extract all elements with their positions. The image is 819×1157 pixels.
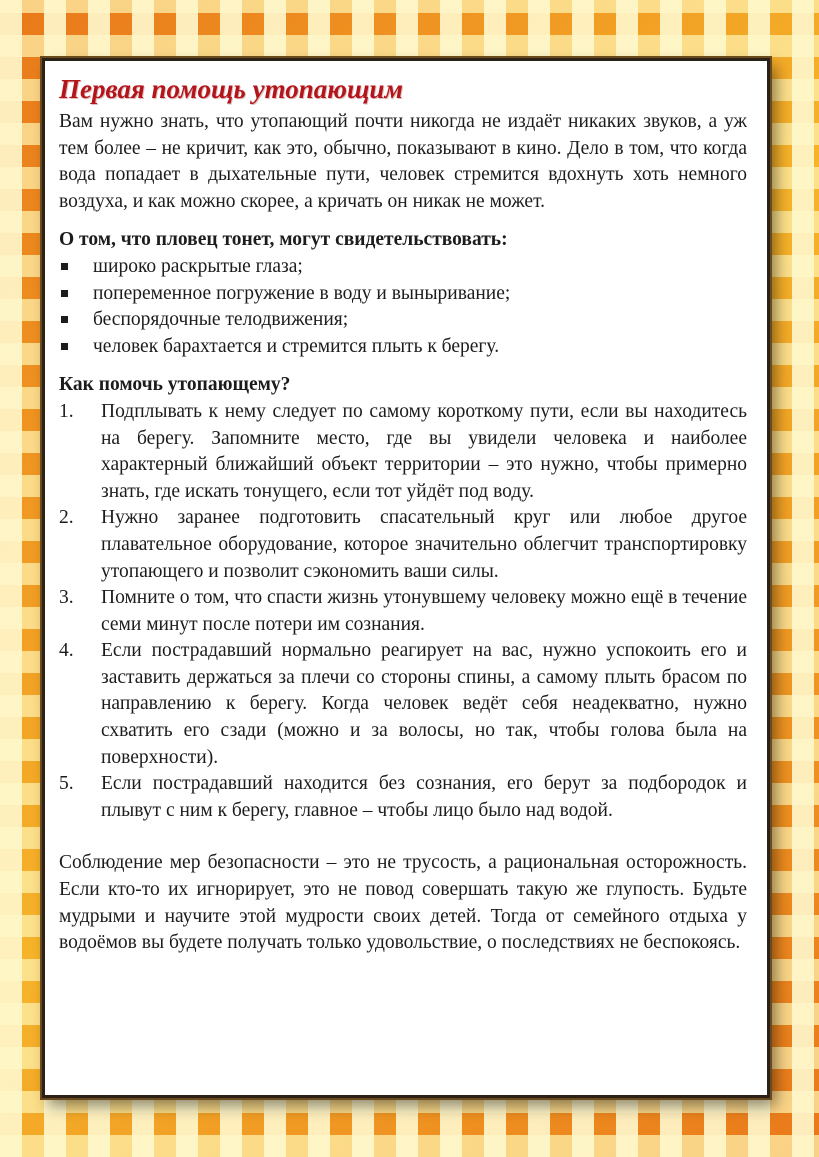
list-item-text: попеременное погружение в воду и выныривание; [93,282,511,304]
list-item [59,771,747,824]
list-item [59,399,747,505]
list-item [59,505,747,585]
list-item [59,638,747,771]
step-number: 3. [59,587,74,609]
list-item [59,254,747,281]
intro-paragraph: Вам нужно знать, что утопающий почти никогда не издаёт никаких звуков, а уж тем более – не кричит, как это, обычно, показывают в кино. Дело в том, что когда вода попадает в дыхательные пути, человек стремится вдохнуть хоть немного воздуха, и как можно скорее, а кричать он никак не может. [59,111,747,212]
step-text: Если пострадавший нормально реагирует на вас, нужно успокоить его и заставить держаться за плечи со стороны спины, а самому плыть брасом по направлению к берегу. Когда человек ведёт себя неадекватно, нужно схватить его сзади (можно и за волосы, но так, чтобы голова была на поверхности). [101,640,747,768]
help-steps-list [59,399,747,825]
list-item [59,585,747,638]
step-text: Нужно заранее подготовить спасательный круг или любое другое плавательное оборудование, которое значительно облегчит транспортировку утопающего и позволит сэкономить ваши силы. [101,507,747,582]
list-item-text: широко раскрытые глаза; [93,255,303,277]
step-number: 2. [59,507,74,529]
signs-heading: О том, что пловец тонет, могут свидетельствовать: [59,229,508,251]
step-number: 4. [59,640,74,662]
step-text: Если пострадавший находится без сознания, его берут за подбородок и плывут с ним к берегу, главное – чтобы лицо было над водой. [101,773,747,821]
page-title: Первая помощь утопающим [59,74,403,104]
bullet-square-icon [61,263,68,270]
step-text: Помните о том, что спасти жизнь утонувшему человеку можно ещё в течение семи минут после потери им сознания. [101,587,747,635]
step-number: 1. [59,400,74,422]
list-item-text: беспорядочные телодвижения; [93,309,349,331]
step-number: 5. [59,773,74,795]
step-text: Подплывать к нему следует по самому короткому пути, если вы находитесь на берегу. Запомните место, где вы увидели человека и наиболее характерный ближайший объект территории – это нужно, чтобы примерно знать, где искать тонущего, если тот уйдёт под воду. [101,400,747,502]
document-frame [42,58,770,1098]
list-item [59,334,747,361]
document-content [59,73,747,957]
list-item [59,307,747,334]
list-item-text: человек барахтается и стремится плыть к берегу. [93,335,500,357]
signs-list [59,254,747,360]
help-heading: Как помочь утопающему? [59,374,291,396]
closing-paragraph: Соблюдение мер безопасности – это не трусость, а рациональная осторожность. Если кто-то их игнорирует, это не повод совершать такую же глупость. Будьте мудрыми и научите этой мудрости своих детей. Тогда от семейного отдыха у водоёмов вы будете получать только удовольствие, о последствиях не беспокоясь. [59,852,747,954]
bullet-square-icon [61,290,68,297]
bullet-square-icon [61,343,68,350]
bullet-square-icon [61,316,68,323]
list-item [59,281,747,308]
